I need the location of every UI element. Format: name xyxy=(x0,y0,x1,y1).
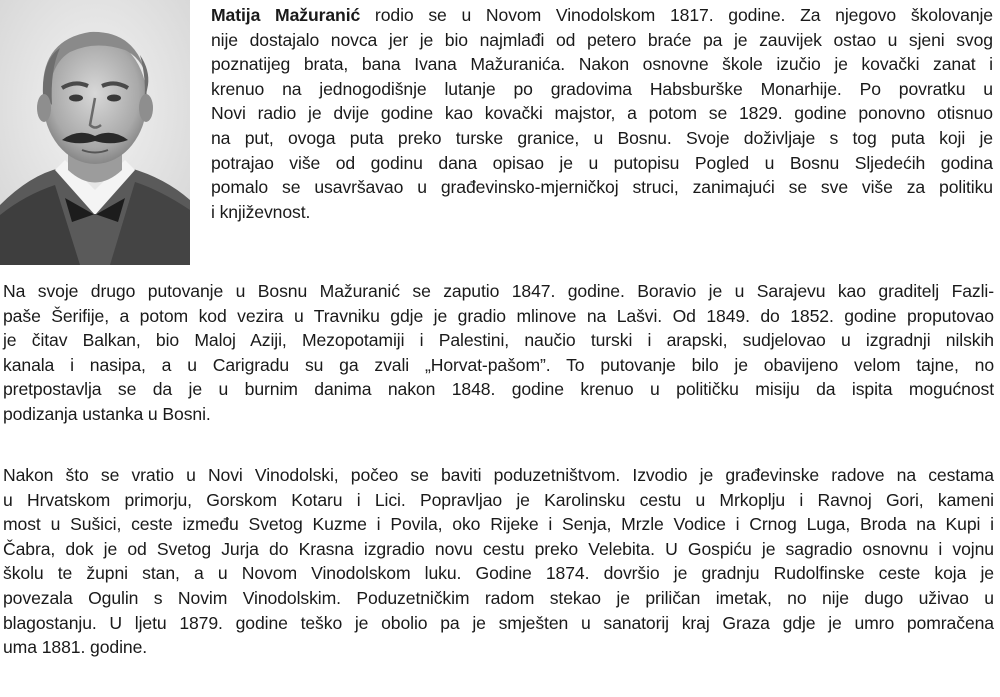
paragraph-line: Novi radio je dvije godine kao kovački majstor, a potom se 1829. godine ponovno otisnuo xyxy=(211,103,993,124)
paragraph-line: je čitav Balkan, bio Maloj Aziji, Mezopotamiji i Palestini, naučio turski i arapski, sudjelovao u izgradnji nilskih xyxy=(3,330,994,351)
paragraph-line: paše Šerifije, a potom kod vezira u Travniku gdje je gradio mlinove na Lašvi. Od 1849. do 1852. godine proputovao xyxy=(3,305,994,326)
paragraph-line: Čabra, dok je od Svetog Jurja do Krasna izgradio novu cestu preko Velebita. U Gospiću je sagradio osnovnu i vojnu xyxy=(3,538,994,559)
paragraph-line: pomalo se usavršavao u građevinsko-mjerničkoj struci, zanimajući se sve više za politiku xyxy=(211,177,993,198)
paragraph-3 xyxy=(3,463,994,660)
paragraph-line: nije dostajalo novca jer je bio najmlađi od petero braće pa je zauvijek ostao u sjeni svog xyxy=(211,29,993,50)
person-name: Matija Mažuranić xyxy=(211,5,361,25)
paragraph-2 xyxy=(3,279,994,427)
paragraph-line: krenuo na jednogodišnje lutanje po gradovima Habsburške Monarhije. Po povratku u xyxy=(211,78,993,99)
paragraph-line: potrajao više od godinu dana opisao je u putopisu Pogled u Bosnu Sljedećih godina xyxy=(211,152,993,173)
paragraph-line: Nakon što se vratio u Novi Vinodolski, počeo se baviti poduzetništvom. Izvodio je građevinske radove na cestama xyxy=(3,465,994,485)
paragraph-1 xyxy=(211,3,993,224)
portrait-icon xyxy=(0,0,190,265)
paragraph-line: pretpostavlja se da je u burnim danima nakon 1848. godine krenuo u političku misiju da ispita mogućnost xyxy=(3,379,994,400)
paragraph-line: Na svoje drugo putovanje u Bosnu Mažuranić se zaputio 1847. godine. Boravio je u Sarajevu kao graditelj Fazli- xyxy=(3,281,994,301)
paragraph-line: i književnost. xyxy=(211,201,311,222)
paragraph-line: povezala Ogulin s Novim Vinodolskim. Poduzetničkim radom stekao je priličan imetak, no nije dugo uživao u xyxy=(3,587,994,608)
paragraph-line: uma 1881. godine. xyxy=(3,637,148,658)
paragraph-line: u Hrvatskom primorju, Gorskom Kotaru i Lici. Popravljao je Karolinsku cestu u Mrkoplju i Ravnoj Gori, kameni xyxy=(3,489,994,510)
paragraph-line: Matija Mažuranić rodio se u Novom Vinodolskom 1817. godine. Za njegovo školovanje xyxy=(211,5,993,25)
paragraph-line: školu te župni stan, a u Novom Vinodolskom luku. Godine 1874. dovršio je gradnju Rudolfinske ceste koja je xyxy=(3,563,994,584)
paragraph-line: blagostanju. U ljetu 1879. godine teško je obolio pa je smješten u sanatorij kraj Graza gdje je umro pomračena xyxy=(3,612,994,633)
paragraph-line: kanala i nasipa, a u Carigradu su ga zvali „Horvat-pašom”. To putovanje bilo je obavijeno velom tajne, no xyxy=(3,354,994,375)
paragraph-line: na put, ovoga puta preko turske granice, u Bosnu. Svoje doživljaje s tog puta koji je xyxy=(211,127,993,148)
paragraph-line: poznatijeg brata, bana Ivana Mažuranića. Nakon osnovne škole izučio je kovački zanat i xyxy=(211,54,993,75)
paragraph-line: podizanja ustanka u Bosni. xyxy=(3,403,211,424)
portrait-photo xyxy=(0,0,190,265)
paragraph-line: most u Sušici, ceste između Svetog Kuzme i Povila, oko Rijeke i Senja, Mrzle Vodice i Crnog Luga, Broda na Kupi i xyxy=(3,514,994,535)
